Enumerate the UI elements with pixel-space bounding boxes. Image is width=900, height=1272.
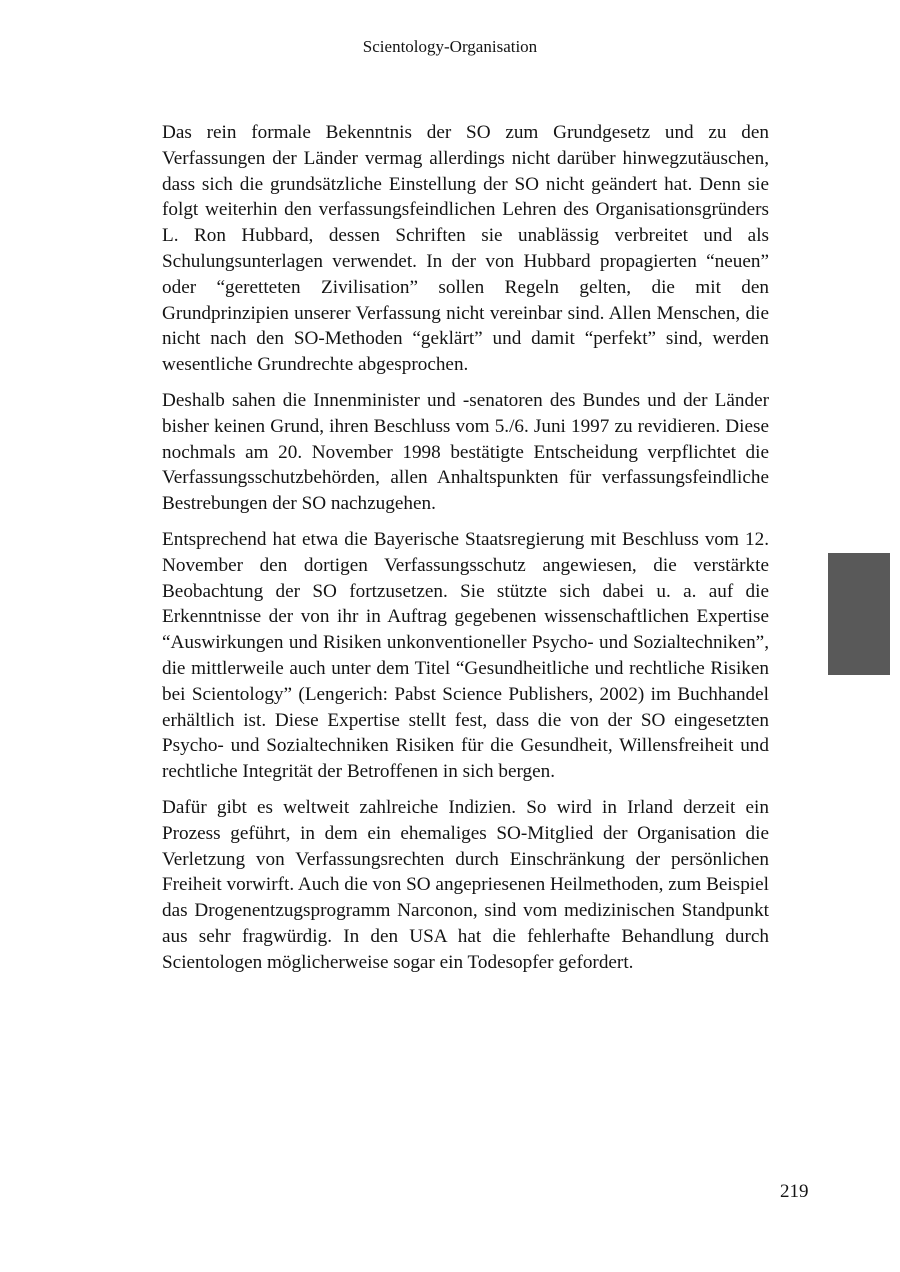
- page-number: 219: [780, 1181, 809, 1202]
- paragraph: Entsprechend hat etwa die Bayerische Staatsregierung mit Beschluss vom 12. November den dortigen Verfassungsschutz angewiesen, die verstärkte Beobachtung der SO fortzusetzen. Sie stützte sich dabei u. a. auf die Erkenntnisse der von ihr in Auftrag gegebenen wissenschaftlichen Expertise “Auswirkungen und Risiken unkonventioneller Psycho- und Sozialtechniken”, die mittlerweile auch unter dem Titel “Gesundheitliche und rechtliche Risiken bei Scientology” (Lengerich: Pabst Science Publishers, 2002) im Buchhandel erhältlich ist. Diese Expertise stellt fest, dass die von der SO eingesetzten Psycho- und Sozialtechniken Risiken für die Gesundheit, Willensfreiheit und rechtliche Integrität der Betroffenen in sich bergen.: [162, 528, 769, 783]
- running-header: Scientology-Organisation: [362, 37, 538, 56]
- paragraph: Deshalb sahen die Innenminister und -senatoren des Bundes und der Länder bisher keinen Grund, ihren Beschluss vom 5./6. Juni 1997 zu revidieren. Diese nochmals am 20. November 1998 bestätigte Entscheidung verpflichtet die Verfassungsschutzbehörden, allen Anhaltspunkten für verfassungsfeindliche Bestrebungen der SO nachzugehen.: [162, 389, 769, 515]
- chapter-thumb-tab: [828, 553, 890, 675]
- paragraph: Dafür gibt es weltweit zahlreiche Indizien. So wird in Irland derzeit ein Prozess geführt, in dem ein ehemaliges SO-Mitglied der Organisation die Verletzung von Verfassungsrechten durch Einschränkung der persönlichen Freiheit vorwirft. Auch die von SO angepriesenen Heilmethoden, zum Beispiel das Drogenentzugsprogramm Narconon, sind vom medizinischen Standpunkt aus sehr fragwürdig. In den USA hat die fehlerhafte Behandlung durch Scientologen möglicherweise sogar ein Todesopfer gefordert.: [162, 796, 769, 973]
- body-text: [162, 120, 769, 986]
- paragraph: Das rein formale Bekenntnis der SO zum Grundgesetz und zu den Verfassungen der Länder vermag allerdings nicht darüber hinwegzutäuschen, dass sich die grundsätzliche Einstellung der SO nicht geändert hat. Denn sie folgt weiterhin den verfassungsfeindlichen Lehren des Organisationsgründers L. Ron Hubbard, dessen Schriften sie unablässig verbreitet und als Schulungsunterlagen verwendet. In der von Hubbard propagierten “neuen” oder “geretteten Zivilisation” sollen Regeln gelten, die mit den Grundprinzipien unserer Verfassung nicht vereinbar sind. Allen Menschen, die nicht nach den SO-Methoden “geklärt” und damit “perfekt” sind, werden wesentliche Grundrechte abgesprochen.: [162, 122, 769, 376]
